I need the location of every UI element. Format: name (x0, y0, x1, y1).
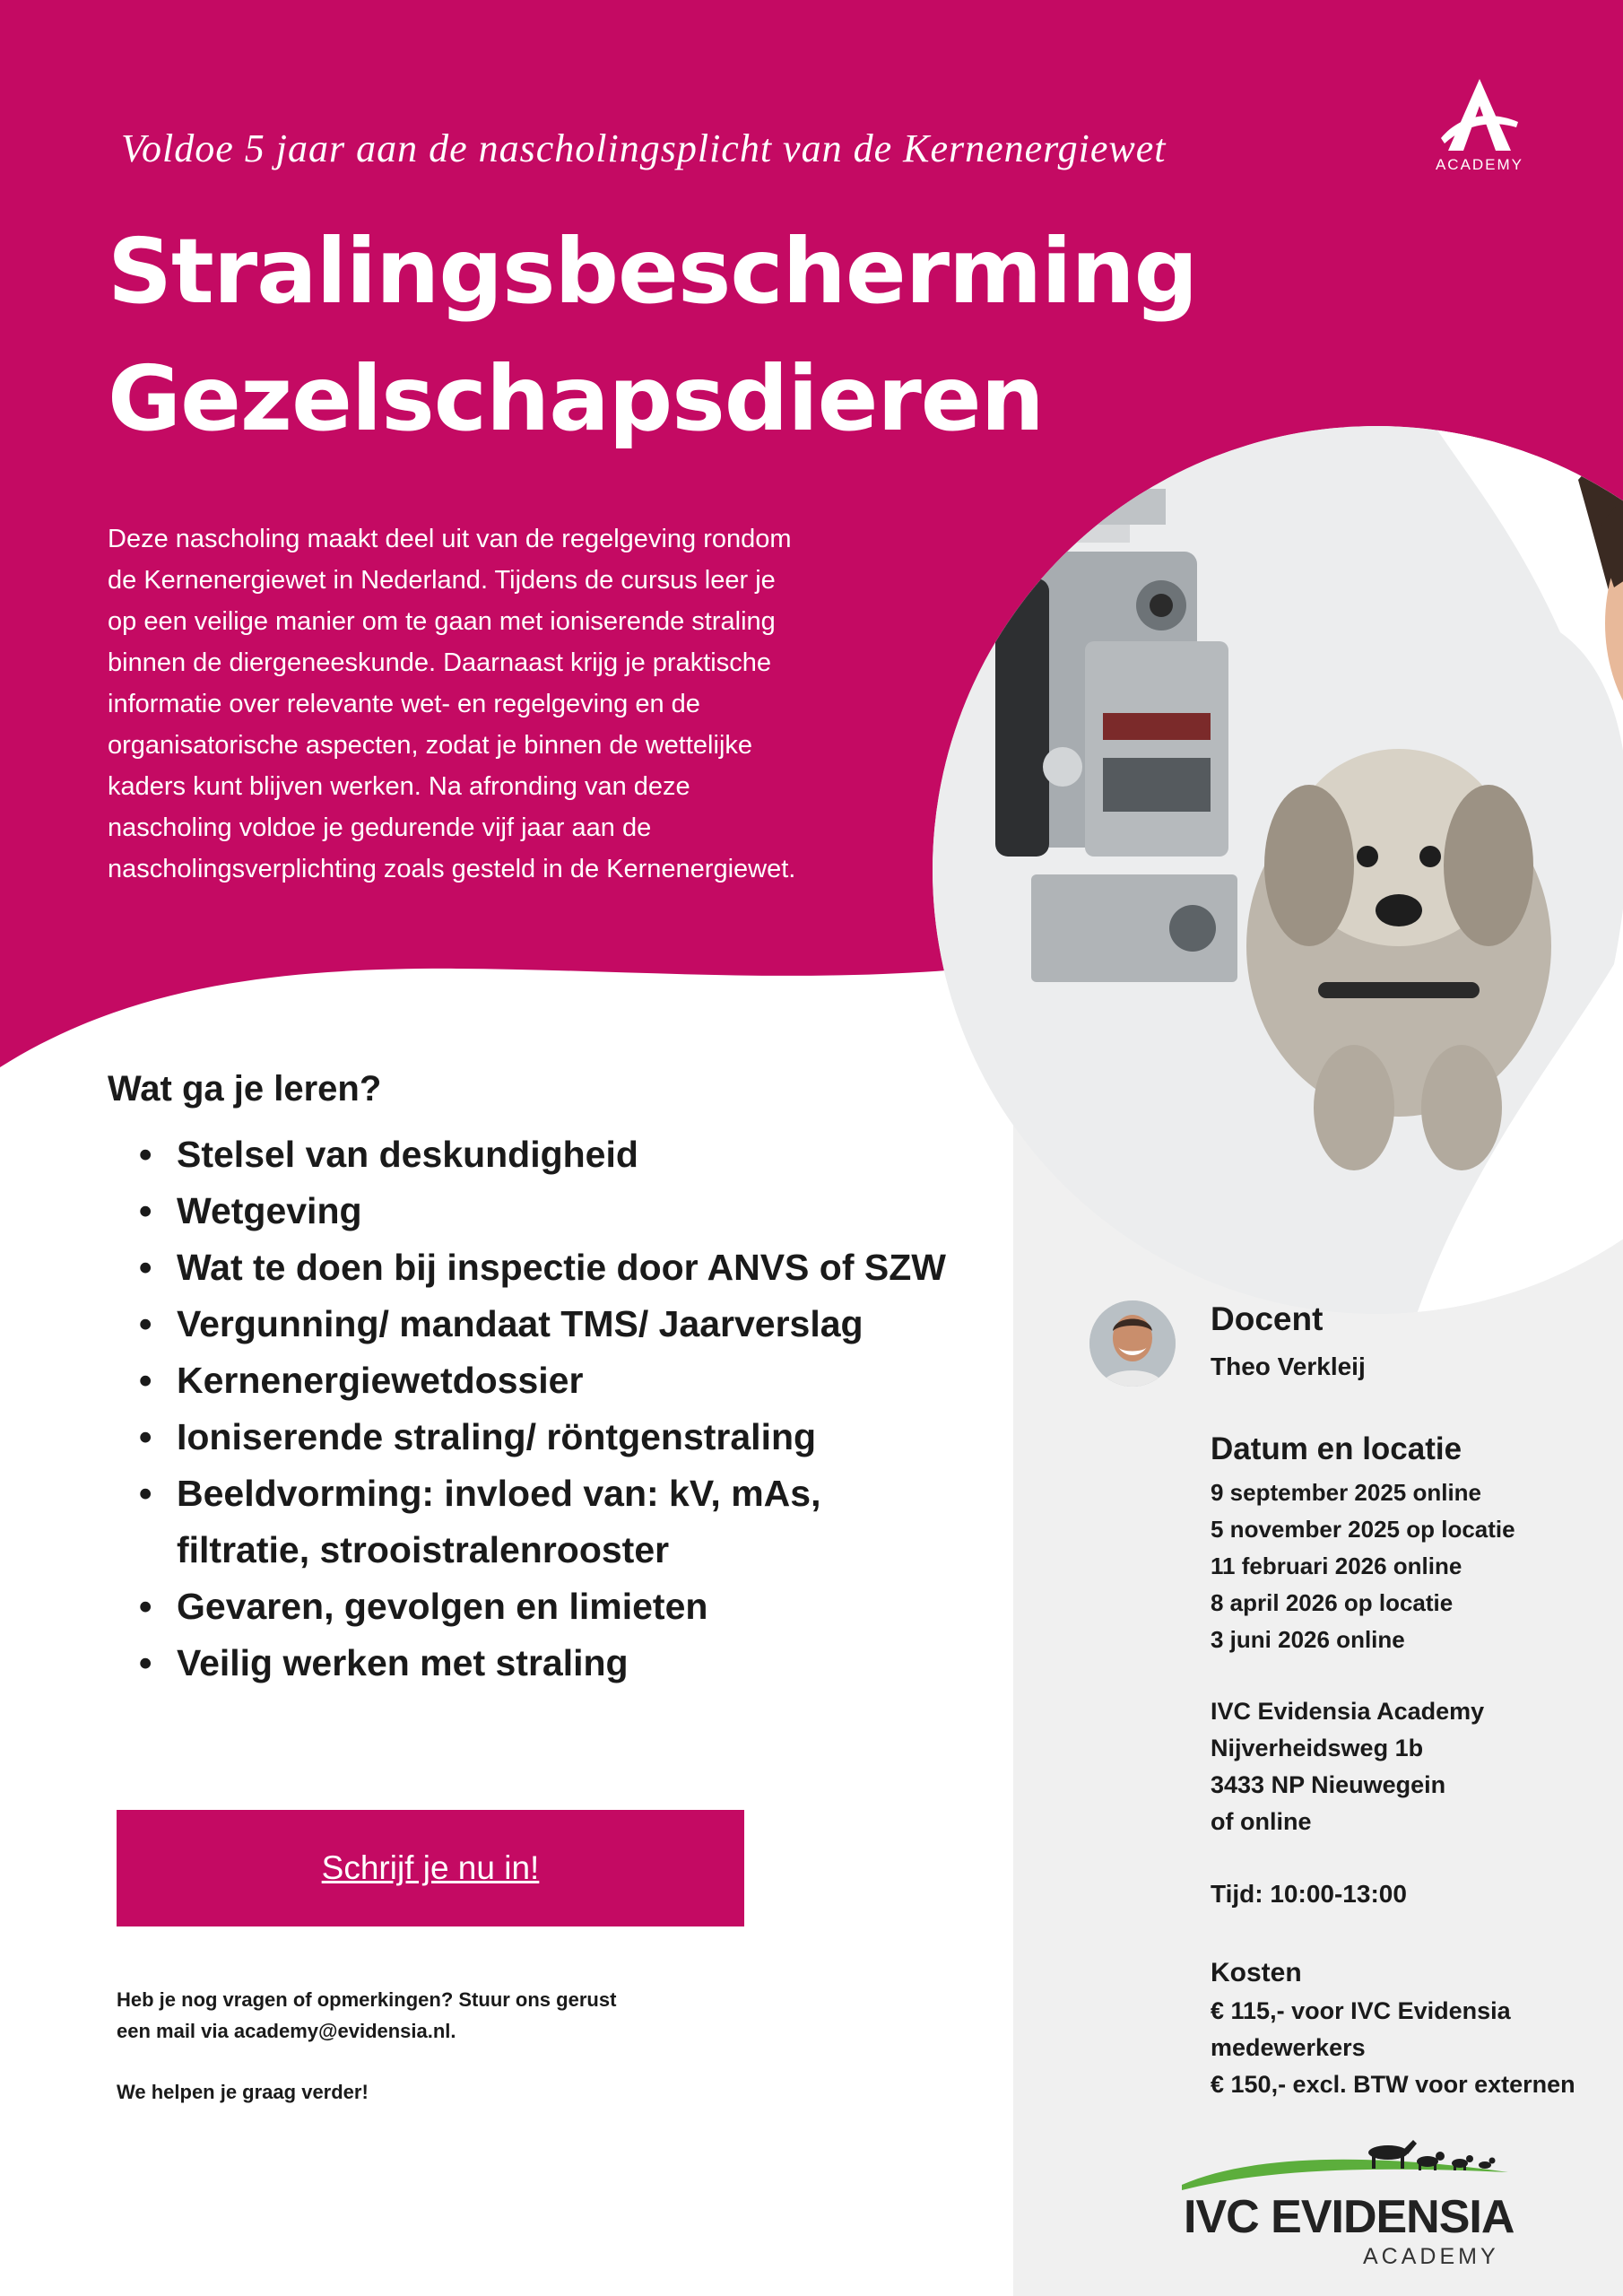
address-line: IVC Evidensia Academy (1211, 1698, 1485, 1725)
contact-line: een mail via academy@evidensia.nl. (117, 2020, 456, 2042)
intro-line: binnen de diergeneeskunde. Daarnaast krijg je praktische (108, 648, 771, 677)
bullet-icon: • (139, 1247, 152, 1288)
ivc-evidensia-logo (1175, 2135, 1533, 2269)
intro-line: de Kernenergiewet in Nederland. Tijdens de cursus leer je (108, 566, 776, 595)
date-item: 5 november 2025 op locatie (1211, 1516, 1515, 1543)
intro-line: kaders kunt blijven werken. Na afronding van deze (108, 772, 690, 801)
docent-name: Theo Verkleij (1211, 1352, 1366, 1380)
animals-swoosh-icon (1175, 2135, 1533, 2197)
learn-list-item (139, 1183, 946, 1239)
learn-heading: Wat ga je leren? (108, 1069, 382, 1109)
learn-item-text: Veilig werken met straling (177, 1642, 629, 1683)
learn-list-item (139, 1635, 946, 1692)
address-line: of online (1211, 1808, 1312, 1835)
address-line: 3433 NP Nieuwegein (1211, 1771, 1446, 1798)
page-title (108, 208, 1197, 463)
intro-line: nascholing voldoe je gedurende vijf jaar aan de (108, 813, 652, 842)
learn-list-item (139, 1465, 946, 1578)
contact-line: Heb je nog vragen of opmerkingen? Stuur ons gerust (117, 1988, 617, 2011)
learn-list-item (139, 1409, 946, 1465)
bullet-icon: • (139, 1642, 152, 1683)
bullet-icon: • (139, 1303, 152, 1344)
intro-line: organisatorische aspecten, zodat je binnen de wettelijke (108, 731, 753, 760)
bullet-icon: • (139, 1134, 152, 1175)
costs-list (1211, 1993, 1587, 2103)
intro-line: nascholingsverplichting zoals gesteld in de Kernenergiewet. (108, 855, 796, 883)
academy-logo (1412, 79, 1547, 204)
learn-item-text: Vergunning/ mandaat TMS/ Jaarverslag (177, 1303, 864, 1344)
learn-item-text: Kernenergiewetdossier (177, 1360, 584, 1401)
learn-list-item (139, 1352, 946, 1409)
learn-list-item (139, 1239, 946, 1296)
date-item: 8 april 2026 op locatie (1211, 1589, 1454, 1616)
schedule-heading: Datum en locatie (1211, 1431, 1462, 1466)
time-text: Tijd: 10:00-13:00 (1211, 1880, 1407, 1908)
contact-text (117, 1984, 690, 2047)
learn-list-item (139, 1296, 946, 1352)
date-list (1211, 1474, 1515, 1658)
costs-heading: Kosten (1211, 1958, 1302, 1987)
signup-button[interactable]: Schrijf je nu in! (117, 1810, 744, 1926)
location-address (1211, 1693, 1484, 1840)
bullet-icon: • (139, 1416, 152, 1457)
learn-item-text: Gevaren, gevolgen en limieten (177, 1586, 708, 1627)
docent-heading: Docent (1211, 1300, 1324, 1337)
thanks-text: We helpen je graag verder! (117, 2081, 369, 2103)
learn-list-item (139, 1578, 946, 1635)
page-title-line-1: Stralingsbescherming (108, 219, 1198, 324)
intro-line: Deze nascholing maakt deel uit van de regelgeving rondom (108, 525, 792, 553)
date-item: 9 september 2025 online (1211, 1479, 1482, 1506)
docent-avatar (1089, 1300, 1176, 1387)
cost-item: € 115,- voor IVC Evidensia medewerkers (1211, 1997, 1511, 2061)
academy-logo-text: ACADEMY (1435, 156, 1524, 173)
intro-line: informatie over relevante wet- en regelgeving en de (108, 690, 700, 718)
cost-item: € 150,- excl. BTW voor externen (1211, 2071, 1575, 2098)
intro-line: op een veilige manier om te gaan met ioniserende straling (108, 607, 776, 636)
page-title-line-2: Gezelschapsdieren (108, 346, 1044, 451)
date-item: 11 februari 2026 online (1211, 1552, 1462, 1579)
learn-list-item (139, 1126, 946, 1183)
address-line: Nijverheidsweg 1b (1211, 1735, 1424, 1761)
intro-paragraph (108, 518, 897, 890)
bullet-icon: • (139, 1190, 152, 1231)
learn-list (139, 1126, 946, 1692)
learn-item-text: Wat te doen bij inspectie door ANVS of SZW (177, 1247, 946, 1288)
date-item: 3 juni 2026 online (1211, 1626, 1405, 1653)
bullet-icon: • (139, 1360, 152, 1401)
bullet-icon: • (139, 1586, 152, 1627)
bullet-icon: • (139, 1473, 152, 1514)
tagline: Voldoe 5 jaar aan de nascholingsplicht van de Kernenergiewet (121, 126, 1167, 170)
learn-item-text: Stelsel van deskundigheid (177, 1134, 638, 1175)
learn-item-text: Ioniserende straling/ röntgenstraling (177, 1416, 817, 1457)
academy-a-logo-icon (1439, 79, 1520, 154)
ivc-logo-name: IVC EVIDENSIA (1184, 2191, 1515, 2243)
learn-item-text: Wetgeving (177, 1190, 362, 1231)
learn-item-text: Beeldvorming: invloed van: kV, mAs, filtratie, strooistralenrooster (177, 1473, 821, 1570)
ivc-logo-sub: ACADEMY (1363, 2244, 1499, 2269)
